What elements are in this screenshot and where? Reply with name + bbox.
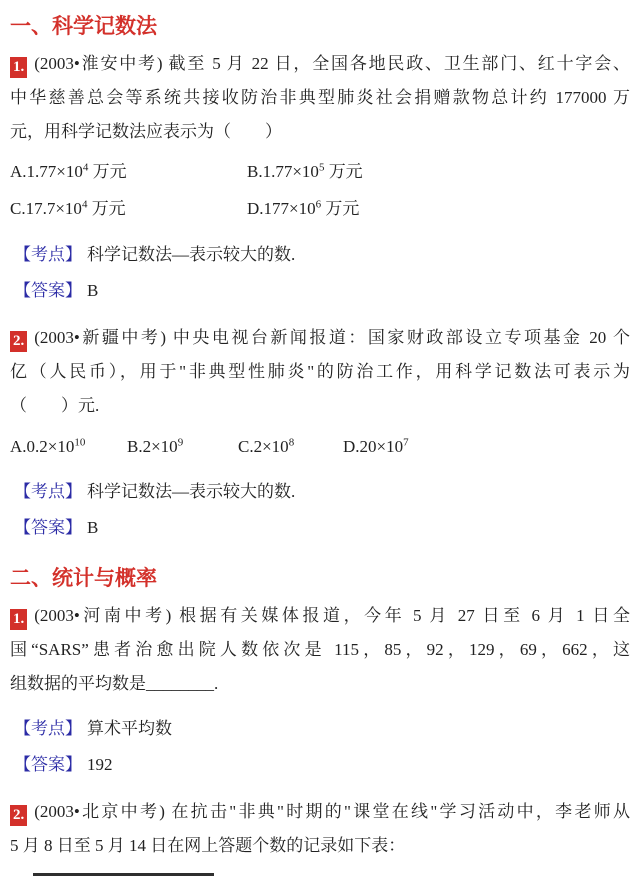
meta-s1-q2 [10,474,630,546]
answer-row [10,273,630,309]
answer-label: 【答案】 [14,755,82,774]
answer-label: 【答案】 [14,518,82,537]
question-text: (2003•河南中考) 根据有关媒体报道，今年 5 月 27 日至 6 月 1 日全 [34,606,630,625]
question-line: 元，用科学记数法应表示为（ ） [10,122,282,141]
question-line [10,321,630,355]
knowledge-point-value: 算术平均数 [87,719,172,738]
question-text: (2003•新疆中考) 中央电视台新闻报道：国家财政部设立专项基金 20 个 [34,328,630,347]
knowledge-point-label: 【考点】 [14,719,82,738]
knowledge-point-value: 科学记数法—表示较大的数. [87,482,296,501]
option-c: $C.2\times 10^8$ [238,436,295,456]
options-s1-q1 [10,153,630,227]
question-s2-q1 [10,599,630,701]
knowledge-point-label: 【考点】 [14,245,82,264]
question-text: (2003•淮安中考) 截至 5 月 22 日，全国各地民政、卫生部门、红十字会、 [34,54,630,73]
section-heading-statistics-probability: 二、统计与概率 [10,566,157,590]
exponent: 7 [403,436,409,449]
section-heading-scientific-notation: 一、科学记数法 [10,14,157,38]
option-a: $A.0.2\times 10^{10}$ [10,436,86,456]
question-number-badge: 2. [10,331,27,352]
knowledge-point-label: 【考点】 [14,482,82,501]
exponent: 4 [82,161,89,174]
question-line: （ ）元. [10,396,100,415]
exponent: 6 [315,198,322,211]
question-line: 组数据的平均数是________. [10,674,219,693]
answer-row [10,510,630,546]
question-line: 亿（人民币），用于"非典型性肺炎"的防治工作，用科学记数法可表示为 [10,362,630,381]
question-number-badge: 1. [10,57,27,78]
knowledge-point-row [10,711,630,747]
question-line: 中华慈善总会等系统共接收防治非典型肺炎社会捐赠款物总计约 177000 万 [10,88,630,107]
knowledge-point-row [10,237,630,273]
meta-s2-q1 [10,711,630,783]
question-s1-q2 [10,321,630,423]
question-line [10,599,630,633]
knowledge-point-row [10,474,630,510]
exponent: 5 [318,161,325,174]
question-line: 国“SARS”患者治愈出院人数依次是 115，85，92，129，69，662，这 [10,640,630,659]
knowledge-point-value: 科学记数法—表示较大的数. [87,245,296,264]
option-b: $B.1.77\times 10^5$ 万元 [247,161,363,181]
question-text: (2003•北京中考) 在抗击"非典"时期的"课堂在线"学习活动中，李老师从 [34,802,630,821]
option-d: $D.20\times 10^7$ [343,436,409,456]
option-d: $D.177\times 10^6$ 万元 [247,198,360,218]
question-line [10,795,630,829]
options-s1-q2 [10,430,630,464]
option-c: $C.17.7\times 10^4$ 万元 [10,198,126,218]
table-top-border-fragment [33,873,214,876]
answer-row [10,747,630,783]
question-line [10,47,630,81]
exponent: 4 [81,198,88,211]
question-s2-q2 [10,795,630,863]
question-line: 5 月 8 日至 5 月 14 日在网上答题个数的记录如下表： [10,836,406,855]
question-number-badge: 1. [10,609,27,630]
exponent: 8 [288,436,295,449]
question-s1-q1 [10,47,630,149]
option-b: $B.2\times 10^9$ [127,436,184,456]
answer-label: 【答案】 [14,281,82,300]
meta-s1-q1 [10,237,630,309]
exponent: 10 [74,436,86,449]
answer-value: 192 [87,755,113,774]
option-a: $A.1.77\times 10^4$ 万元 [10,161,127,181]
question-number-badge: 2. [10,805,27,826]
exponent: 9 [177,436,184,449]
answer-value: B [87,281,99,300]
answer-value: B [87,518,99,537]
